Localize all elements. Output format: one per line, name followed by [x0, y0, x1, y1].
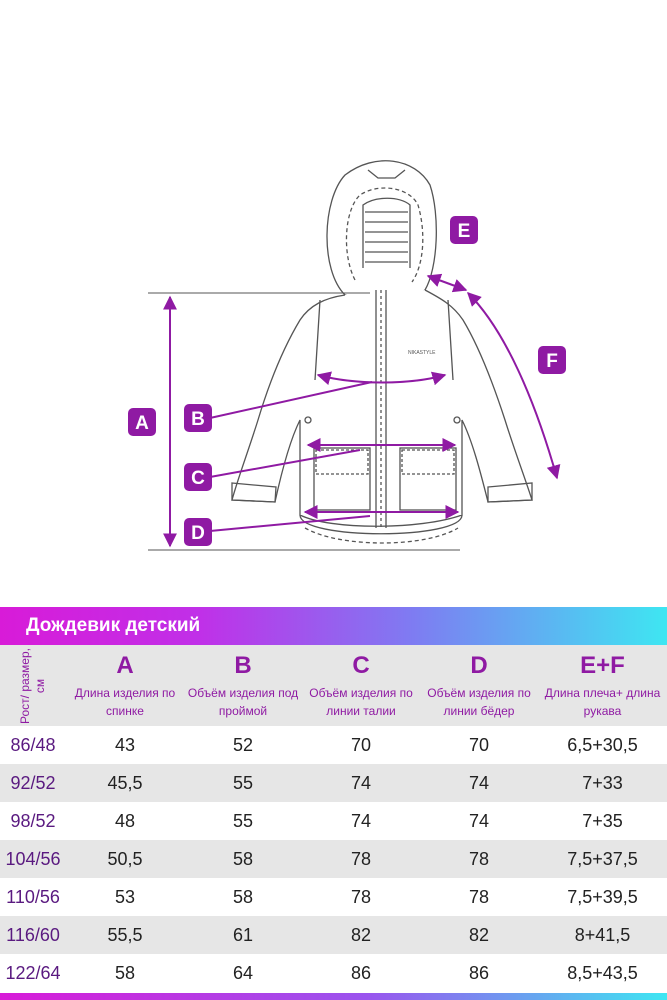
header-b: B Объём изделия под проймой — [184, 645, 302, 726]
table-cell: 6,5+30,5 — [567, 734, 638, 755]
table-cell: 78 — [420, 840, 538, 878]
table-cell: 8,5+43,5 — [567, 962, 638, 983]
measure-e — [428, 276, 466, 290]
header-ef: E+F Длина плеча+ длина рукава — [538, 645, 667, 726]
table-row — [0, 764, 667, 802]
header-d: D Объём изделия по линии бёдер — [420, 645, 538, 726]
size-cell: 104/56 — [0, 840, 66, 878]
svg-text:B: B — [191, 409, 205, 430]
size-column-label: Рост/ размер, см — [18, 647, 47, 724]
table-cell: 78 — [350, 886, 372, 907]
brand-label: NIKASTYLE — [408, 350, 436, 356]
table-cell: 86 — [468, 962, 490, 983]
table-cell: 64 — [232, 962, 254, 983]
badge-d — [184, 518, 212, 546]
header-c: C Объём изделия по линии талии — [302, 645, 420, 726]
svg-text:F: F — [546, 351, 558, 372]
table-cell: 82 — [302, 916, 420, 954]
badge-f — [538, 346, 566, 374]
table-cell: 86 — [350, 962, 372, 983]
table-row — [0, 954, 667, 992]
table-cell: 74 — [468, 810, 490, 831]
table-cell: 74 — [420, 764, 538, 802]
table-cell: 45,5 — [66, 764, 184, 802]
table-cell: 48 — [114, 810, 136, 831]
table-row — [0, 916, 667, 954]
size-cell: 122/64 — [5, 962, 61, 983]
table-row — [0, 726, 667, 764]
badge-b — [184, 404, 212, 432]
table-row — [0, 802, 667, 840]
table-cell: 8+41,5 — [538, 916, 667, 954]
size-cell: 116/60 — [0, 916, 66, 954]
table-cell: 82 — [420, 916, 538, 954]
badge-e — [450, 216, 478, 244]
size-table — [0, 645, 667, 992]
table-cell: 58 — [232, 886, 254, 907]
svg-text:A: A — [135, 413, 149, 434]
table-cell: 78 — [302, 840, 420, 878]
size-cell: 86/48 — [10, 734, 56, 755]
table-cell: 58 — [184, 840, 302, 878]
table-cell: 55,5 — [66, 916, 184, 954]
badge-c — [184, 463, 212, 491]
table-cell: 74 — [302, 764, 420, 802]
badge-a — [128, 408, 156, 436]
table-cell: 7,5+37,5 — [538, 840, 667, 878]
bottom-accent-bar — [0, 993, 667, 1000]
svg-text:E: E — [457, 221, 471, 242]
table-cell: 7+35 — [582, 810, 623, 831]
table-cell: 55 — [184, 764, 302, 802]
table-cell: 7+33 — [538, 764, 667, 802]
table-cell: 43 — [114, 734, 136, 755]
table-cell: 53 — [114, 886, 136, 907]
table-cell: 70 — [350, 734, 372, 755]
size-cell: 110/56 — [6, 886, 60, 907]
table-cell: 55 — [232, 810, 254, 831]
page-title: Дождевик детский — [26, 615, 201, 636]
table-cell: 52 — [232, 734, 254, 755]
table-cell: 61 — [184, 916, 302, 954]
table-cell: 58 — [114, 962, 136, 983]
jacket-body — [232, 290, 532, 526]
jacket-drawing — [232, 161, 532, 543]
corner-header — [0, 645, 66, 726]
title-banner — [0, 607, 667, 645]
size-cell: 92/52 — [0, 764, 66, 802]
size-cell: 98/52 — [10, 810, 56, 831]
table-cell: 50,5 — [66, 840, 184, 878]
table-header-row — [0, 645, 667, 726]
table-cell: 74 — [350, 810, 372, 831]
table-cell: 78 — [468, 886, 490, 907]
hood-outline — [327, 161, 436, 300]
svg-text:D: D — [191, 523, 205, 544]
table-row — [0, 840, 667, 878]
header-a: A Длина изделия по спинке — [66, 645, 184, 726]
table-row — [0, 878, 667, 916]
svg-text:C: C — [191, 468, 205, 489]
table-cell: 70 — [468, 734, 490, 755]
table-cell: 7,5+39,5 — [567, 886, 638, 907]
